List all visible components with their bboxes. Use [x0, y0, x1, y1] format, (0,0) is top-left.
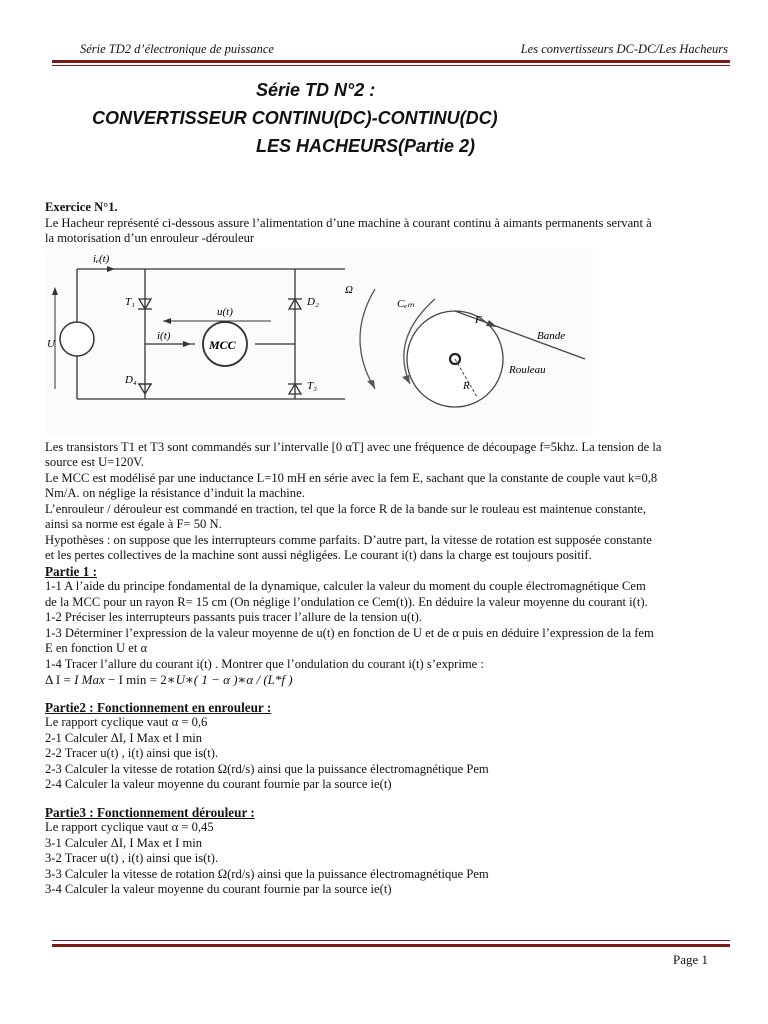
intro-line: la motorisation d’un enrouleur -dérouleur [45, 231, 255, 245]
part2-line: Le rapport cyclique vaut α = 0,6 [45, 715, 208, 729]
statement-line: Les transistors T1 et T3 sont commandés sur l’intervalle [0 αT] avec une fréquence de découpage f=5khz. La tension de la [45, 439, 662, 454]
label-radius: R [463, 379, 470, 392]
label-force: F⃗ [475, 313, 491, 326]
statement-line: Le MCC est modélisé par une inductance L=10 mH en série avec la fem E, sachant que la constante de couple vaut k=0,8 [45, 470, 658, 485]
title-line-1: Série TD N°2 : [256, 80, 376, 100]
circuit-diagram [45, 249, 593, 434]
footer-rule [52, 944, 730, 947]
statement-line: ainsi sa norme est égale à F= 50 N. [45, 517, 222, 531]
part1-line: 1-4 Tracer l’allure du courant i(t) . Montrer que l’ondulation du courant i(t) s’exprime : [45, 656, 484, 671]
part3-line: 3-4 Calculer la valeur moyenne du courant fournie par la source ie(t) [45, 882, 392, 896]
circuit-figure [45, 249, 593, 434]
label-rouleau: Rouleau [509, 363, 546, 376]
part3-line: 3-3 Calculer la vitesse de rotation Ω(rd/s) ainsi que la puissance électromagnétique Pem [45, 866, 489, 881]
label-cem: Cₑₘ [397, 297, 415, 310]
statement-line: L’enrouleur / dérouleur est commandé en traction, tel que la force R de la bande sur le rouleau est maintenue constante, [45, 501, 647, 516]
page-number: Page 1 [672, 952, 708, 967]
statement-line: et les pertes collectives de la machine sont aussi négligées. Le courant i(t) dans la charge est toujours positif. [45, 548, 592, 562]
ripple-formula [45, 672, 745, 688]
label-bande: Bande [537, 329, 566, 342]
part2-line: 2-2 Tracer u(t) , i(t) ainsi que is(t). [45, 746, 219, 760]
footer-rule-thin [52, 940, 730, 941]
part3-line: 3-2 Tracer u(t) , i(t) ainsi que is(t). [45, 851, 219, 865]
header-rule [52, 60, 730, 63]
part3-line: 3-1 Calculer ΔI, I Max et I min [45, 835, 203, 850]
voltage-source-icon [60, 322, 94, 356]
formula-minus: − I min = 2∗ [104, 672, 176, 687]
title-line-3: LES HACHEURS(Partie 2) [256, 136, 476, 156]
intro-line: Le Hacheur représenté ci-dessous assure l’alimentation d’une machine à courant continu à aimants permanents servant à [45, 215, 652, 230]
statement-line: Nm/A. on néglige la résistance d’induit la machine. [45, 486, 305, 500]
header-rule-thin [52, 65, 730, 66]
part3-line: Le rapport cyclique vaut α = 0,45 [45, 820, 214, 834]
statement-line: source est U=120V. [45, 455, 144, 469]
part1-line: 1-2 Préciser les interrupteurs passants puis tracer l’allure de la tension u(t). [45, 610, 422, 624]
label-omega: Ω [345, 283, 353, 296]
header-right: Les convertisseurs DC-DC/Les Hacheurs [520, 42, 728, 56]
label-u-source: U [47, 337, 55, 350]
part1-line: de la MCC pour un rayon R= 15 cm (On néglige l’ondulation ce Cem(t)). En déduire la valeur moyenne du courant i(t). [45, 594, 648, 609]
formula-lhs: Δ I = [45, 672, 75, 687]
label-ie: iₑ(t) [93, 252, 110, 265]
label-d4: D₄ [125, 373, 137, 386]
exercise-content [45, 200, 745, 898]
label-i-load: i(t) [157, 329, 171, 342]
part1-title: Partie 1 : [45, 563, 97, 579]
exercise-title: Exercice N°1. [45, 200, 118, 214]
label-t3: T₃ [307, 379, 317, 392]
part2-line: 2-3 Calculer la vitesse de rotation Ω(rd/s) ainsi que la puissance électromagnétique Pem [45, 761, 489, 776]
label-mcc: MCC [209, 337, 236, 352]
formula-imax: I Max [74, 672, 105, 687]
formula-rhs: U∗( 1 − α )∗α / (L*f ) [175, 672, 293, 687]
label-t1: T₁ [125, 295, 135, 308]
part2-title: Partie2 : Fonctionnement en enrouleur : [45, 699, 272, 715]
statement-line: Hypothèses : on suppose que les interrupteurs comme parfaits. D’autre part, la vitesse de rotation est supposée constante [45, 532, 652, 547]
part1-line: 1-3 Déterminer l’expression de la valeur moyenne de u(t) en fonction de U et de α puis en déduire l’expression de la fem [45, 625, 654, 640]
part1-line: E en fonction U et α [45, 641, 148, 655]
header-left: Série TD2 d’électronique de puissance [80, 42, 274, 56]
title-line-2: CONVERTISSEUR CONTINU(DC)-CONTINU(DC) [92, 108, 498, 128]
part2-line: 2-1 Calculer ΔI, I Max et I min [45, 730, 203, 745]
part3-title: Partie3 : Fonctionnement dérouleur : [45, 804, 255, 820]
label-u-load: u(t) [217, 305, 233, 318]
part2-line: 2-4 Calculer la valeur moyenne du courant fournie par la source ie(t) [45, 777, 392, 791]
label-d2: D₂ [307, 295, 319, 308]
part1-line: 1-1 A l’aide du principe fondamental de la dynamique, calculer la valeur du moment du couple électromagnétique Cem [45, 579, 646, 593]
